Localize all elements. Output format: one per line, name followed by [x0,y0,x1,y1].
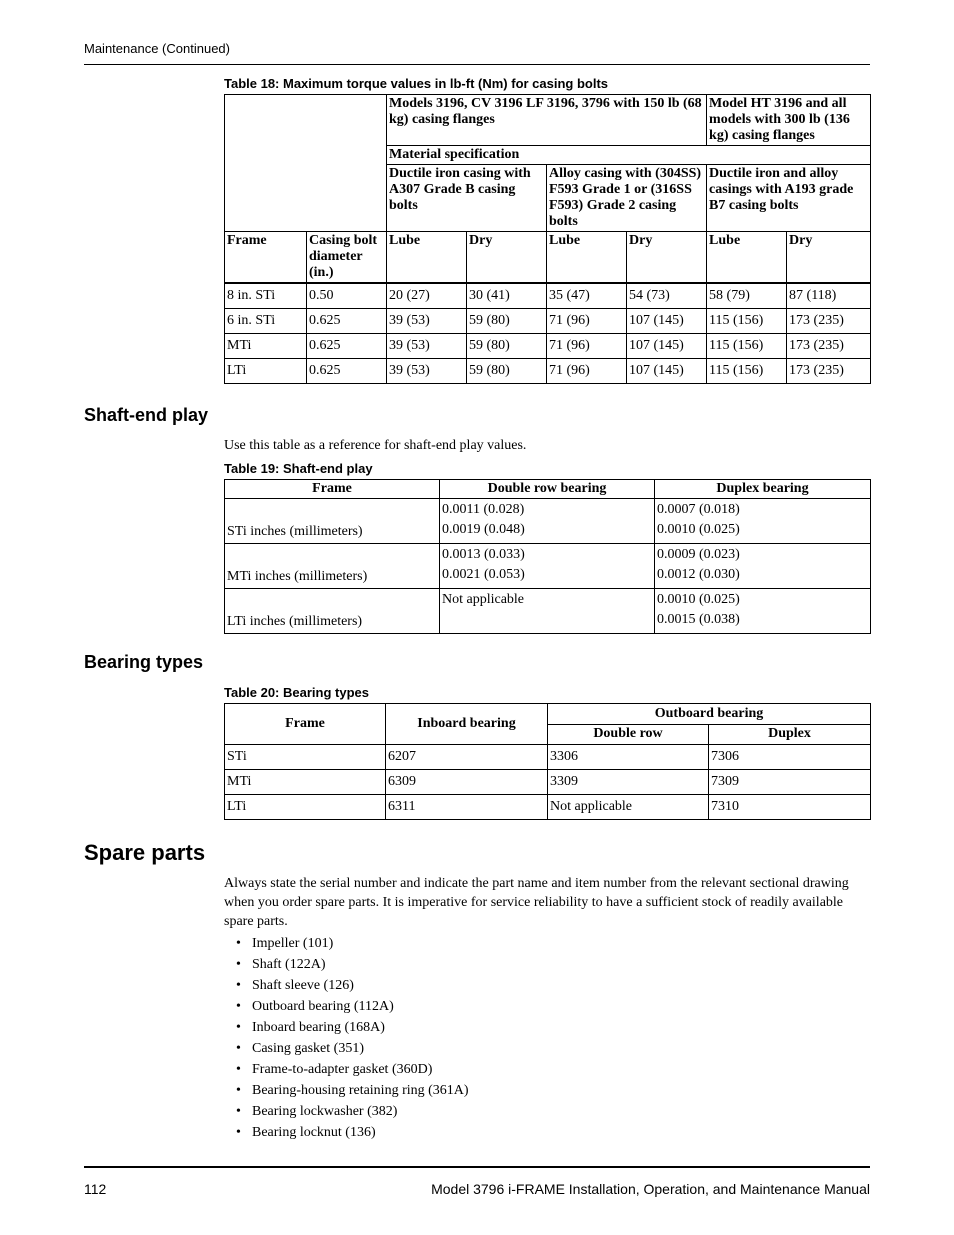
list-item [236,1017,469,1038]
list-item-label: Bearing locknut (136) [252,1125,376,1140]
bearing-types-table [224,703,871,820]
table-cell: 6309 [386,770,548,795]
table18-col-dry: Dry [467,232,547,284]
table20-col-frame: Frame [225,704,386,745]
table-cell: Not applicable [548,795,709,820]
table20-caption: Table 20: Bearing types [224,685,369,700]
spare-parts-heading: Spare parts [84,840,206,865]
table-cell [440,589,655,634]
table20-col-duplex: Duplex [709,724,871,745]
table-row [225,283,871,309]
table18-group2: Model HT 3196 and all models with 300 lb (136 kg) casing flanges [707,95,871,146]
table18-col-lube: Lube [707,232,787,284]
table-cell [655,544,871,589]
cell-line: 0.0015 (0.038) [657,612,740,627]
table19-col-duplex: Duplex bearing [655,480,871,499]
table-cell: 0.50 [307,283,387,309]
table-cell: 3306 [548,745,709,770]
list-item-label: Frame-to-adapter gasket (360D) [252,1062,433,1077]
table-cell: STi inches (millimeters) [225,499,440,544]
footer-rule [84,1166,870,1168]
table18-col-dry: Dry [787,232,871,284]
table18-mat3: Ductile iron and alloy casings with A193 grade B7 casing bolts [707,165,871,232]
table-cell: 71 (96) [547,359,627,384]
table19-caption: Table 19: Shaft-end play [224,461,373,476]
table20-col-outboard: Outboard bearing [548,704,871,725]
spare-parts-list [236,933,469,1143]
table-row [225,544,871,589]
bullet-icon: • [236,978,241,993]
table-cell: 54 (73) [627,283,707,309]
table-cell: 107 (145) [627,334,707,359]
page-number: 112 [84,1181,107,1197]
running-header: Maintenance (Continued) [84,41,230,56]
cell-line: Not applicable [442,592,525,607]
cell-line: 0.0009 (0.023) [657,547,740,562]
table-row [225,795,871,820]
list-item [236,1038,469,1059]
list-item-label: Bearing-housing retaining ring (361A) [252,1083,469,1098]
table-row [225,309,871,334]
cell-line: 0.0012 (0.030) [657,567,740,582]
table18-col-lube: Lube [387,232,467,284]
table-cell: LTi [225,359,307,384]
table-cell: 87 (118) [787,283,871,309]
table-cell: 7306 [709,745,871,770]
table18-caption: Table 18: Maximum torque values in lb-ft (Nm) for casing bolts [224,76,609,91]
list-item [236,996,469,1017]
table19-col-frame: Frame [225,480,440,499]
table18-col-frame: Frame [225,232,307,284]
table-cell: 7310 [709,795,871,820]
table-cell: 59 (80) [467,359,547,384]
table18-col-diameter: Casing bolt diameter (in.) [307,232,387,284]
table-cell: 6 in. STi [225,309,307,334]
table-cell: 39 (53) [387,334,467,359]
table20-col-double-row: Double row [548,724,709,745]
table-cell [440,499,655,544]
table-row [225,770,871,795]
table-cell: 173 (235) [787,309,871,334]
list-item [236,933,469,954]
table-cell [655,589,871,634]
bullet-icon: • [236,1104,241,1119]
bullet-icon: • [236,936,241,951]
list-item-label: Impeller (101) [252,936,334,951]
table-cell: 107 (145) [627,359,707,384]
table-cell: 58 (79) [707,283,787,309]
torque-table [224,94,871,384]
shaft-end-heading: Shaft-end play [84,405,209,425]
table-cell: 7309 [709,770,871,795]
table-cell: 6207 [386,745,548,770]
table19-col-double: Double row bearing [440,480,655,499]
table-cell: 0.625 [307,334,387,359]
table-cell: 173 (235) [787,359,871,384]
table18-mat1: Ductile iron casing with A307 Grade B casing bolts [387,165,547,232]
spare-parts-intro: Always state the serial number and indicate the part name and item number from the relevant sectional drawing when you order spare parts. It is imperative for service reliability to have a sufficient stock of readily available spare parts. [224,876,849,929]
table-cell: 71 (96) [547,309,627,334]
table-cell: STi [225,745,386,770]
table-row [225,499,871,544]
bullet-icon: • [236,1062,241,1077]
table-row [225,589,871,634]
list-item [236,954,469,975]
table-cell: 173 (235) [787,334,871,359]
table-cell: 39 (53) [387,359,467,384]
cell-line: 0.0021 (0.053) [442,567,525,582]
cell-line: 0.0011 (0.028) [442,502,525,517]
cell-line: 0.0010 (0.025) [657,592,740,607]
table-cell: 6311 [386,795,548,820]
bullet-icon: • [236,1125,241,1140]
list-item-label: Bearing lockwasher (382) [252,1104,398,1119]
table18-corner [225,95,387,232]
cell-line: 0.0007 (0.018) [657,502,740,517]
bullet-icon: • [236,999,241,1014]
list-item-label: Shaft sleeve (126) [252,978,354,993]
table-cell: 30 (41) [467,283,547,309]
table-cell: 59 (80) [467,334,547,359]
bearing-types-heading: Bearing types [84,652,204,672]
table18-col-dry: Dry [627,232,707,284]
table-cell: MTi [225,770,386,795]
table20-col-inboard: Inboard bearing [386,704,548,745]
cell-line: 0.0013 (0.033) [442,547,525,562]
table18-group1: Models 3196, CV 3196 LF 3196, 3796 with 150 lb (68 kg) casing flanges [387,95,707,146]
table-cell: 107 (145) [627,309,707,334]
list-item [236,975,469,996]
list-item [236,1080,469,1101]
table-cell: 39 (53) [387,309,467,334]
table-cell [440,544,655,589]
table-cell: LTi [225,795,386,820]
table-cell: 0.625 [307,359,387,384]
table18-material-spec: Material specification [387,146,871,165]
table-cell: 115 (156) [707,359,787,384]
table18-col-lube: Lube [547,232,627,284]
header-rule [84,64,870,65]
list-item [236,1059,469,1080]
table-cell: 71 (96) [547,334,627,359]
bullet-icon: • [236,1020,241,1035]
bullet-icon: • [236,1083,241,1098]
table-row [225,334,871,359]
table-cell: 115 (156) [707,309,787,334]
shaft-end-intro: Use this table as a reference for shaft-end play values. [224,438,527,453]
table-cell: 3309 [548,770,709,795]
list-item-label: Outboard bearing (112A) [252,999,394,1014]
bullet-icon: • [236,1041,241,1056]
cell-line: 0.0019 (0.048) [442,522,525,537]
table-cell: 115 (156) [707,334,787,359]
table18-mat2: Alloy casing with (304SS) F593 Grade 1 or (316SS F593) Grade 2 casing bolts [547,165,707,232]
bullet-icon: • [236,957,241,972]
table-row [225,745,871,770]
table-cell: 20 (27) [387,283,467,309]
manual-title: Model 3796 i-FRAME Installation, Operation, and Maintenance Manual [431,1181,870,1197]
shaft-end-table [224,479,871,634]
table-cell: 0.625 [307,309,387,334]
table-cell: 35 (47) [547,283,627,309]
table-cell [655,499,871,544]
list-item [236,1101,469,1122]
list-item-label: Casing gasket (351) [252,1041,364,1056]
table-row [225,359,871,384]
table-cell: 59 (80) [467,309,547,334]
list-item-label: Inboard bearing (168A) [252,1020,385,1035]
list-item-label: Shaft (122A) [252,957,326,972]
table-cell: LTi inches (millimeters) [225,589,440,634]
table-cell: MTi inches (millimeters) [225,544,440,589]
cell-line: 0.0010 (0.025) [657,522,740,537]
table-cell: MTi [225,334,307,359]
list-item [236,1122,469,1143]
table-cell: 8 in. STi [225,283,307,309]
